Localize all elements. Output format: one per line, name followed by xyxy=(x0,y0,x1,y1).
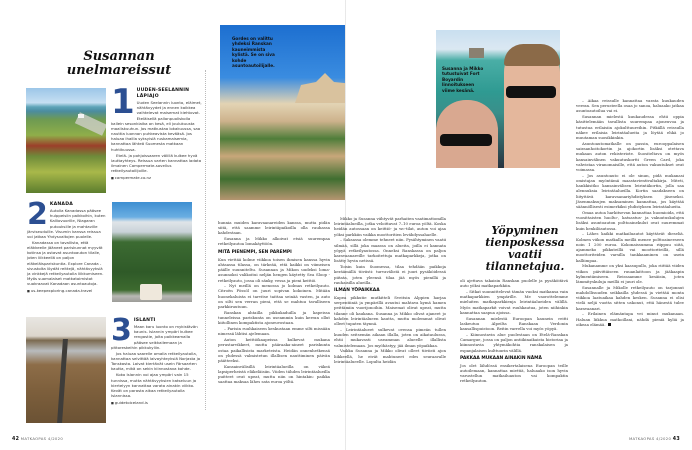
paragraph: – Jos asuntoauto ei ole sinun, pidä mukanasi omistajan myöntämä maastavientivaltakirja. Miteti, hankkisitko kansainvälisen leirintäkortin, jolla saa alennuksia leirintäalueilla. Kortin saadakseen on liityttävä karavaanariyhdistyksen jäseneksi. Jäsenmaksujen maksaminen kannattaa, jos käyttää säännöllisesti esimerkiksi yhdistyksen leirintäalueita. xyxy=(576,172,684,210)
fort-shape xyxy=(469,48,484,58)
paragraph: Mikko ja Susanna viihtyvät parhaiten vaatimattomilla leirintäalueilla, jotka veloittavat 7–10 euroa yöltä. Koska heidän autossaan on keittiö- ja wc-tilat, auton voi ajaa yöksi parkkiin vaikka moottoritien levähdyssahaelle. xyxy=(334,216,446,237)
man-hair-shape xyxy=(504,44,560,66)
paragraph: Susannan mielestä kuukaudessa ehtii oppia käsittelemään tavallista suurempaa ajoneuvoa ja tutustua erilaisiin ajokulttuureihin. Pitkällä reissulla näkee erilaisia leirintäalueita ja löytää ehkä jo muutaman suosikkinkin. xyxy=(576,114,684,141)
paragraph: Susannan mielestä Euroopan kaunein reitti laskeutuu Alpeilta Ranskaan Verdonin kansallispuistoon. Reitin varrella voi myös yöpyä. xyxy=(460,315,568,332)
article-column-2 xyxy=(334,216,446,364)
item-number: 1 xyxy=(111,82,135,122)
sunglasses-shape xyxy=(506,86,556,98)
paragraph: Ranskan ahtailla pikkukaduilla ja kapeissa tunneleissa pariskunta on useammin kuin kerran ollut kiitollinen kompaktista ajoneuvostaan. xyxy=(218,309,330,326)
camper-shape xyxy=(140,284,162,300)
magazine-issue: MATKAOPAS 4/2020 xyxy=(628,436,672,441)
paragraph: – Parisin ruuhkaiseen keskustaan emme silti missään nimessä lähtisi ajelemaan. xyxy=(218,326,330,337)
page-number: 42 xyxy=(12,437,20,442)
article-column-3 xyxy=(460,278,568,384)
paragraph: Omaa autoa harkitsevan kannattaa huomioida, että vuosittaisten huolto-, katsastus- ja vakuutuskulujen lisäksi asuntoauton polttoainekulut ovat suuremmat kuin henkilöautossa. xyxy=(576,209,684,231)
paragraph: – Lähes kaikki matkailuautot käyttävät dieseliä. Kolmen viikon matkalla meillä menee polttoaineeseen noin 1 200 euroa. Kokonaissumma riippuu siitä, ajammeko pikkuteillä vai moottoriteillä, sillä moottoriteiden varsilla tankkaaminen on usein kalliimpaa. xyxy=(576,231,684,263)
sidebar-title xyxy=(64,50,174,77)
item-number: 2 xyxy=(27,197,48,232)
article-column-4 xyxy=(576,98,684,328)
paragraph: Toisin kuin Suomessa, tilaa tehdään paikkoja keräämällä tiiviisti: turvavälistä ei juuri pysäköidessä piitata, joten yleensä tilaa jää myös pienillä ja rauhaisilla alueilla. xyxy=(334,264,446,285)
item-paragraph: Etelä- ja pohjoissaaren välillä kulkee hyvä lauttayhteys. Reissua varten kannattaa ladata ilmainen Campermate-sovellus retkeilyautoilijoille. xyxy=(111,152,202,174)
paragraph: Asuntoautomatkalle on passin, eurooppalaisen sairaanhoitokortin ja ajokortin lisäksi otettava mukaan auton rekisteriote. Suositeltava on myös kansainvälinen vakuutuskortti Green Card, joka vahvistaa viranomaisille, että auton vakuutukset ovat voimassa. xyxy=(576,140,684,173)
subheading: PAKKAA MUKAAN AINAKIN NÄMÄ xyxy=(460,355,542,361)
sunglasses-shape xyxy=(440,134,492,146)
sidebar-title-line1: Susannan xyxy=(83,49,155,64)
canada-photo xyxy=(112,202,192,302)
closing-text: – Erilainen elämäntapa vei minut mukanaan. Haluan liikkua matkoillani, nähdä pieniä kyliä ja oikeaa elämää. xyxy=(576,311,684,327)
paragraph: – Leirintäalueet sulkevat ovensa pimeän tullen kuuden seitsemän aikaan illalla, joten on aikataulussa, ehtii mukavasti useamman alueelle illallista valmistelemaan. Jos myöhästyy, jää ilman yöpaikkaa. xyxy=(334,326,446,348)
paragraph: – Aikaa reissulle kannattaa varata kuukauden verran. Sen perusteella osaa jo sanoa, haluaako jatkaa asuntoautoiluа vai ei. xyxy=(576,98,684,114)
sidebar-divider xyxy=(205,70,207,410)
item-link[interactable]: ■ us-keepexploring.canada.travel xyxy=(27,288,107,294)
paragraph: Auton keittiökaapeissa kulkevat mukana perustarvikkeet, mutta pääraaka-aineet pariskunta ostaa paikallisista marketeista. Heidän onnenhetkensä on yhdessä valmistetun illallisen nauttiminen päivän päätteeksi. xyxy=(218,337,330,364)
article-column-1 xyxy=(218,220,330,385)
item-paragraph: Jos haluaa saarelle omalla retkeilyautolla, kannattaa selvittää laivayhteyksiä Norjasta ja Tanskasta. Laivat kiertävät usein Färsaarten kautta, mikä on sekin kiinnostava kohde. xyxy=(111,350,201,372)
item-link[interactable]: ■ campermate.co.nz xyxy=(111,175,203,181)
item-heading: UUDEN-SEELANNIN LÄPIAJO xyxy=(136,88,190,100)
paragraph: Susannalle ja Mikolle retkeilyauto on tarjonnut mahdollisuuden seikkailla yhdessä ja viettää monta viikkoa laatuaikaa kahden kesken. Susanna ei olisi vielä neljä vuotta sitten uskonut, että hänestä tulee karavaanari. xyxy=(576,284,684,311)
paragraph: – Sitkat suunnittelevat tämän vuoksi matkansa vain matkaparkkien ympärille. Me vaorottelemme mieluiten matkaparkkienja leirintäalueiden välillä. Myös matkaparkit voivat ruuhkautua, joten niihinkin kannattaa saapua ajoissa. xyxy=(460,288,568,315)
new-zealand-photo xyxy=(26,88,106,193)
item-number: 3 xyxy=(111,313,132,348)
paragraph: Kapea pikkutie mutkitteli Sveitsin Alppien harjaa serpentiiniä ja ympärillä avautui mahtava kymä hamen peittämiin vuorijonoihin. Maisemat olivat upeat, mutta tilanne oli kaukana. Susanna ja Mikko olivat ajaneet jo kahden leirintäalueen kautta, mutta molemmat olivat olleet tupaten täynnä. xyxy=(334,294,446,327)
item-paragraph: Uuden Seelannin luonto, eläimet, nähtävyydet ja ennen kaikkea vaihtelevat maisemat kiehtovat. Eteläisellä pallonpuoliskolla kallein sesonkiaika on kesä, eli joulukuusta maaliskuuhun. Jos matkustaa lokakuussa, saa nauttia luonnon puhkeavista kevääsä. Jos haluaa ihailla syksyisiä ruskamaisemia, kannattaa lähteä Suomesta matkaan huhtikuussa. xyxy=(111,100,202,152)
paragraph: hunnia muiden karavaanareiden kanssa, mutta pidän siitä, että saamme leirintäpaikoilla olla rauhassa kahdestaan. xyxy=(218,220,330,236)
page-number: 43 xyxy=(672,437,680,442)
sidebar-title-line2: unelmareissut xyxy=(66,62,172,78)
right-folio xyxy=(629,436,680,442)
paragraph: – Saksassa olemme tehneet niin. Pysähtyminen vaatii silmää, sillä joka maassa on alueita, joilla ei kannata yöpyä retkeilyautossa. Onneksi Ranskassa on paljon karavaanareille tarkoitettuja matkaparkkeja, jotka on lisätty hyvin netissä. xyxy=(334,237,446,264)
item-paragraph: Koko Islannin voi ajaa ympäri vain 15 tunnissa, mutta nähtävyyksien katseluun ja kiertelyyn kannattaa varata ainakin viikko. Kevät on parasta aikaa retkeilyautolla Islannissa. xyxy=(111,372,197,399)
paragraph: – Nyt meillä on menossa jo kolmas retkeilyauto. Citroën Pössöl on juuri sopivan kokoinen. Mitään huonekaluista ei tarvitse taittaa seinää vasten, ja auto on silti sen verran pieni, että se mahtuu tavalliseen parkkiruutuun. xyxy=(218,283,330,310)
iceland-photo xyxy=(26,317,106,423)
road-shape xyxy=(57,339,68,423)
paragraph xyxy=(576,311,684,327)
paragraph: Mukanamme on yksi kaasupullo, joka riittää viiden viikon päivittäiseen ruuanlaittoon ja jääkaapin kylmentämiseen. Reissaamme kesäisin, joten lämmityskuluja meillä ei juuri ole. xyxy=(576,263,684,284)
end-mark-icon xyxy=(608,323,611,326)
gordes-caption: Gordes on valittu yhdeksi Ranskan kauneimmista kylistä. Se on siva kohde asuntoautoilijalle. xyxy=(232,36,275,69)
couple-selfie-photo xyxy=(436,30,560,168)
paragraph: Kun viettää kolme viikkoa toisen ihmisen kanssa hyvin ahtaassa tilassa, on tärkeää, että kaikki on viimeisen päälle suunniteltu. Susannan ja Mikon uudeksi loma-asunnoksi valikoitui neljän hengen käytetty Sea Sloop -retkeilyauto, jossa oli sänky, vessa ja pieni keittiö. xyxy=(218,256,330,283)
selfie-caption: Susanna ja Mikko tutustuivat Fort Boyardin linnoitukseen viime kesänä. xyxy=(442,66,484,93)
camper-shape xyxy=(78,114,84,118)
item-link[interactable]: ■ guidetoiceland.is xyxy=(111,400,203,406)
paragraph: Jos olet lähdössä ensikertalaisena Euroopan teille autoilemaan, kannattaa miettiä, haluaako ison hyvin varustellun matkailuauton vai kompaktin retkeilyauton. xyxy=(460,362,568,384)
destination-item-3 xyxy=(111,313,203,406)
paragraph: oli ajettava takaisin Ranskan puolelle ja pysäköitävä auto yöksi matkaparkkiin. xyxy=(460,278,568,289)
paragraph: Kansainvälisillä leirintäalueilla on väkeä lapsiperheistä eläkeläisiin. Viiden tähden leirintäalueilla puitteet ovat upeat, mutta niin on hintakin: paikka saattaa maksaa lähes sata euroa yöltä. xyxy=(218,363,330,385)
destination-item-1 xyxy=(111,82,203,181)
left-folio xyxy=(12,436,63,442)
destination-item-2 xyxy=(27,197,107,294)
magazine-issue: MATKAOPAS 4/2020 xyxy=(20,436,64,441)
subheading: MITÄ PIENEMPI, SEN PAREMPI xyxy=(218,249,292,255)
paragraph: Vaikka Susanna ja Mikko olivat olleet tiiviisti ajon liikkeellä, he eivät mahtuneet edes seuraavalle leirintäalueelle. Lopulta heidän xyxy=(334,348,446,364)
pull-quote: Yöpyminen tienposkessa vaatii tilannetajua. xyxy=(485,224,565,273)
item-heading: KANADA xyxy=(49,202,73,207)
item-paragraph: Maan karu luonto on mykistävän kaunis. Islannin ympäri kulkee rengastie, jolta poikkeamalla pääsee seikkailemaan ja pittoreskeihin pikkukyliin. xyxy=(111,324,198,350)
paragraph: Susanna ja Mikko alkoivat etsiä suurempaa retkeilyautoa lomakäyttöön. xyxy=(218,236,330,247)
item-heading: ISLANTI xyxy=(133,318,156,323)
item-paragraph: Kanadassa on tavallista, että eläkkeelle jääneet pariskunnat myyvät kotinsa ja ostavat asuntoauton tilalle, joten liikkeellä on paljon eläkeläispariskuntia. Explore Canada -sivustolta löydät reittejä, nähtävyyksiä ja vinkkejä retkeilyautolla liikkumiseen. Myös suomalaiset matkatoimistot vuokraavat Kanadaan asuntoautoja. xyxy=(27,240,104,287)
paragraph: – Kiinnostavin alue puolestaan on Etelä-Ranskan Camargue, jossa on paljon antiikinaikaista historiaa ja kiinnostavia yhtymäkohtia ranskalaisen ja espanjalaisen kulttuurin välillä. xyxy=(460,331,568,353)
subheading: ILMAN YÖPAIKKAA xyxy=(334,288,380,294)
item-paragraph: Autolla Kanadassa pääsee hulppeisiin paikkoihin, kuten Kalliovuorille, Niagaran putouksille ja mahtaville järviseuduille. Visumin kanssa reissua voi jatkaa Yhdysvaltojen puolelle. xyxy=(27,208,106,239)
